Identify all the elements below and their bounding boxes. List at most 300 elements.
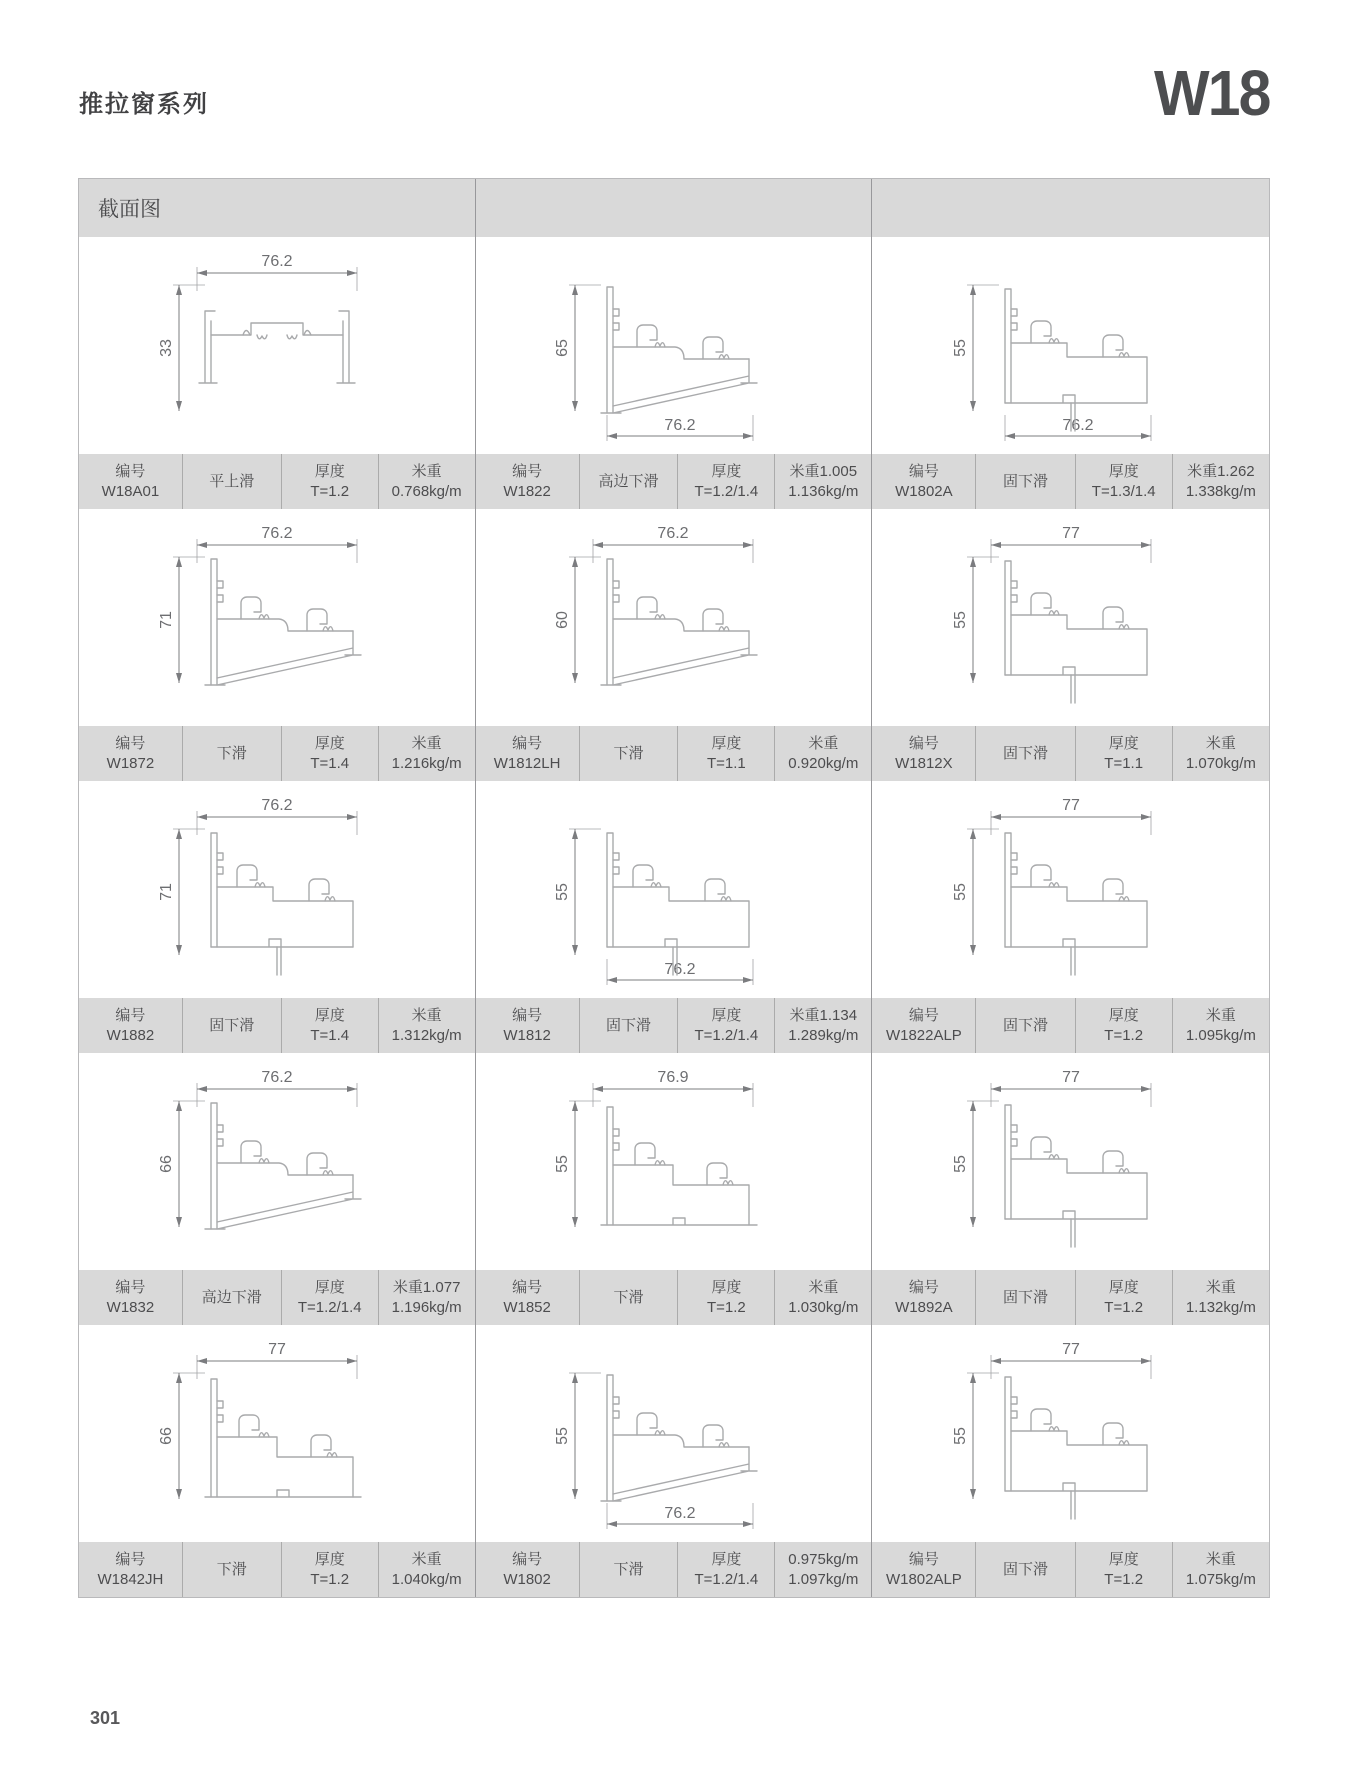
profile-info-row — [79, 1542, 475, 1597]
type-cell — [975, 1270, 1074, 1325]
thickness-label: 厚度 — [314, 462, 345, 480]
type-cell — [975, 454, 1074, 509]
weight-line1: 米重 — [808, 734, 839, 752]
profile-cell — [476, 509, 873, 781]
weight-cell — [378, 1270, 475, 1325]
page-header — [79, 57, 1270, 150]
profile-info-row — [872, 998, 1269, 1053]
dimension-top — [197, 797, 357, 835]
weight-line1: 米重 — [1205, 1550, 1236, 1568]
code-label: 编号 — [115, 1550, 146, 1568]
profile-code: W1872 — [106, 754, 155, 772]
profile-code: W1822ALP — [885, 1026, 962, 1044]
profile-outline-stepped-rail — [205, 1379, 361, 1497]
thickness-cell — [281, 1542, 378, 1597]
weight-line1: 米重 — [411, 1006, 442, 1024]
dim-left-label: 71 — [157, 882, 175, 901]
code-label: 编号 — [512, 734, 543, 752]
cross-section-sketch — [127, 1331, 427, 1537]
profile-info-row — [476, 454, 872, 509]
series-title: 推拉窗系列 — [79, 91, 209, 118]
thickness-label: 厚度 — [711, 1006, 742, 1024]
dimension-left — [952, 285, 999, 411]
code-label: 编号 — [115, 462, 146, 480]
dimension-left — [158, 1101, 205, 1227]
profile-type: 固下滑 — [1003, 472, 1049, 490]
weight-cell — [378, 998, 475, 1053]
code-label: 编号 — [908, 1278, 939, 1296]
profile-outline-fixed-rail — [607, 833, 749, 975]
code-cell — [476, 454, 579, 509]
dimension-left — [952, 1373, 999, 1499]
profile-cell — [476, 237, 873, 509]
profile-grid — [79, 237, 1269, 1597]
thickness-label: 厚度 — [1108, 734, 1139, 752]
profile-info-row — [476, 726, 872, 781]
thickness-label: 厚度 — [1108, 1550, 1139, 1568]
profile-drawing — [872, 237, 1269, 454]
dimension-left — [158, 829, 205, 955]
profile-info-row — [79, 726, 475, 781]
cross-section-sketch — [127, 1059, 427, 1265]
thickness-value: T=1.2 — [310, 1570, 350, 1588]
profile-type: 高边下滑 — [598, 472, 659, 490]
type-cell — [579, 998, 678, 1053]
profile-outline-slope-rail — [601, 1375, 757, 1501]
dim-left-label: 55 — [951, 1154, 969, 1173]
thickness-value: T=1.2/1.4 — [297, 1298, 362, 1316]
dim-left-label: 65 — [554, 338, 572, 357]
dimension-left — [952, 829, 999, 955]
profile-type: 下滑 — [613, 1288, 644, 1306]
dimension-top — [593, 525, 753, 563]
thickness-value: T=1.2/1.4 — [694, 1570, 759, 1588]
thickness-cell — [677, 1270, 774, 1325]
profile-cell — [872, 237, 1269, 509]
dimension-top — [197, 253, 357, 291]
thickness-label: 厚度 — [314, 1006, 345, 1024]
dim-left-label: 55 — [554, 882, 572, 901]
dimension-left — [952, 1101, 999, 1227]
profile-outline-fixed-rail — [211, 833, 353, 975]
code-cell — [872, 1270, 975, 1325]
dimension-left — [554, 557, 601, 683]
thickness-cell — [1075, 454, 1172, 509]
code-cell — [476, 726, 579, 781]
dimension-top — [197, 1069, 357, 1107]
type-cell — [182, 1542, 281, 1597]
code-label: 编号 — [908, 1550, 939, 1568]
profile-code: W1812X — [895, 754, 953, 772]
dimension-left — [554, 1373, 601, 1499]
dim-left-label: 33 — [157, 338, 175, 357]
profile-code: W18A01 — [101, 482, 160, 500]
profile-cell — [79, 1053, 476, 1325]
profile-code: W1812 — [503, 1026, 551, 1044]
section-header-cell-empty — [872, 179, 1269, 237]
profile-drawing — [79, 509, 475, 726]
profile-drawing — [872, 1053, 1269, 1270]
profile-drawing — [476, 1053, 872, 1270]
cross-section-sketch — [921, 515, 1221, 721]
thickness-label: 厚度 — [1108, 462, 1139, 480]
profile-outline-fixed-rail — [1005, 1377, 1147, 1519]
profile-code: W1882 — [106, 1026, 155, 1044]
weight-cell — [378, 454, 475, 509]
dim-top-label: 76.2 — [261, 524, 293, 542]
dimension-bottom — [607, 1503, 753, 1529]
thickness-cell — [677, 998, 774, 1053]
dimension-top — [593, 1069, 753, 1107]
profile-outline-top-rail — [199, 311, 355, 383]
weight-line2: 1.030kg/m — [788, 1298, 859, 1316]
profile-drawing — [476, 1325, 872, 1542]
dim-bottom-label: 76.2 — [1062, 416, 1094, 434]
profile-drawing — [79, 1053, 475, 1270]
code-label: 编号 — [908, 1006, 939, 1024]
profile-code: W1822 — [503, 482, 551, 500]
dim-left-label: 55 — [951, 610, 969, 629]
thickness-cell — [677, 726, 774, 781]
code-label: 编号 — [115, 734, 146, 752]
profile-code: W1892A — [895, 1298, 953, 1316]
type-cell — [975, 726, 1074, 781]
code-cell — [476, 1270, 579, 1325]
profile-info-row — [872, 1270, 1269, 1325]
page-number: 301 — [90, 1708, 121, 1728]
profile-type: 高边下滑 — [201, 1288, 262, 1306]
profile-cell — [872, 1325, 1269, 1597]
thickness-label: 厚度 — [314, 1278, 345, 1296]
profile-info-row — [476, 998, 872, 1053]
dimension-left — [952, 557, 999, 683]
code-cell — [872, 454, 975, 509]
weight-cell — [1172, 1270, 1269, 1325]
weight-line2: 1.289kg/m — [788, 1026, 859, 1044]
profile-type: 固下滑 — [1003, 1288, 1049, 1306]
dimension-top — [197, 1341, 357, 1379]
dim-top-label: 76.2 — [261, 1068, 293, 1086]
dim-top-label: 76.2 — [657, 524, 690, 542]
weight-line1: 米重 — [411, 1550, 442, 1568]
dim-top-label: 76.2 — [261, 252, 293, 270]
weight-line2: 1.070kg/m — [1185, 754, 1256, 772]
type-cell — [182, 726, 281, 781]
dim-left-label: 55 — [554, 1426, 572, 1445]
thickness-value: T=1.4 — [310, 1026, 350, 1044]
profile-cell — [79, 1325, 476, 1597]
code-cell — [872, 726, 975, 781]
weight-line2: 1.136kg/m — [788, 482, 859, 500]
profile-outline-fixed-rail — [1005, 833, 1147, 975]
dimension-left — [554, 829, 601, 955]
weight-line2: 0.768kg/m — [391, 482, 462, 500]
profile-type: 下滑 — [613, 744, 644, 762]
profile-type: 平上滑 — [209, 472, 255, 490]
profile-drawing — [79, 237, 475, 454]
type-cell — [182, 454, 281, 509]
weight-cell — [1172, 726, 1269, 781]
weight-line1: 米重 — [1205, 1278, 1236, 1296]
thickness-value: T=1.1 — [1104, 754, 1144, 772]
thickness-label: 厚度 — [711, 462, 742, 480]
cross-section-sketch — [127, 243, 427, 449]
dim-left-label: 60 — [554, 610, 572, 629]
weight-line2: 1.095kg/m — [1185, 1026, 1256, 1044]
profile-type: 固下滑 — [1003, 1016, 1049, 1034]
thickness-label: 厚度 — [711, 1278, 742, 1296]
profile-type: 固下滑 — [1003, 1560, 1049, 1578]
dim-left-label: 66 — [157, 1154, 175, 1173]
cross-section-sketch — [523, 1059, 823, 1265]
code-label: 编号 — [512, 1006, 543, 1024]
thickness-cell — [281, 726, 378, 781]
profile-cell — [79, 237, 476, 509]
weight-line2: 1.040kg/m — [391, 1570, 462, 1588]
weight-line1: 米重1.077 — [392, 1278, 461, 1296]
weight-line2: 1.338kg/m — [1185, 482, 1256, 500]
section-header-cell — [79, 179, 476, 237]
thickness-label: 厚度 — [1108, 1006, 1139, 1024]
weight-cell — [378, 1542, 475, 1597]
code-cell — [872, 998, 975, 1053]
type-cell — [579, 1542, 678, 1597]
thickness-cell — [1075, 998, 1172, 1053]
thickness-label: 厚度 — [711, 1550, 742, 1568]
cross-section-sketch — [523, 1331, 823, 1537]
code-label: 编号 — [115, 1006, 146, 1024]
weight-line2: 1.216kg/m — [391, 754, 462, 772]
profile-cell — [476, 1053, 873, 1325]
profile-cell — [872, 781, 1269, 1053]
code-cell — [79, 726, 182, 781]
thickness-label: 厚度 — [1108, 1278, 1139, 1296]
profile-info-row — [79, 454, 475, 509]
weight-line1: 米重 — [808, 1278, 839, 1296]
thickness-value: T=1.4 — [310, 754, 350, 772]
profile-cell — [79, 509, 476, 781]
thickness-value: T=1.2 — [1104, 1026, 1144, 1044]
thickness-label: 厚度 — [314, 734, 345, 752]
type-cell — [182, 998, 281, 1053]
dim-top-label: 77 — [1061, 524, 1080, 542]
profile-drawing — [79, 1325, 475, 1542]
dim-bottom-label: 76.2 — [664, 416, 697, 434]
code-cell — [79, 1270, 182, 1325]
cross-section-sketch — [921, 243, 1221, 449]
dimension-top — [991, 1341, 1151, 1379]
page-code: W18 — [1154, 57, 1270, 129]
thickness-value: T=1.2 — [310, 482, 350, 500]
profile-drawing — [476, 509, 872, 726]
thickness-value: T=1.2/1.4 — [694, 1026, 759, 1044]
dimension-left — [158, 1373, 205, 1499]
dim-top-label: 76.9 — [657, 1068, 690, 1086]
profile-info-row — [872, 726, 1269, 781]
code-cell — [476, 998, 579, 1053]
weight-line1: 米重 — [411, 734, 442, 752]
dimension-top — [991, 1069, 1151, 1107]
dim-top-label: 77 — [1061, 796, 1080, 814]
profile-drawing — [872, 781, 1269, 998]
profile-outline-slope-rail — [601, 559, 757, 685]
dim-bottom-label: 76.2 — [664, 1504, 697, 1522]
dim-left-label: 55 — [951, 882, 969, 901]
profile-code: W1802 — [503, 1570, 551, 1588]
code-label: 编号 — [512, 1278, 543, 1296]
thickness-cell — [1075, 726, 1172, 781]
dimension-left — [554, 1101, 601, 1227]
code-label: 编号 — [908, 734, 939, 752]
weight-line2: 1.196kg/m — [391, 1298, 462, 1316]
profile-code: W1842JH — [97, 1570, 164, 1588]
thickness-value: T=1.3/1.4 — [1091, 482, 1156, 500]
thickness-label: 厚度 — [314, 1550, 345, 1568]
profile-outline-fixed-rail — [1005, 289, 1147, 431]
profile-drawing — [476, 237, 872, 454]
cross-section-sketch — [523, 243, 823, 449]
cross-section-sketch — [523, 787, 823, 993]
dim-top-label: 77 — [267, 1340, 286, 1358]
weight-line2: 1.075kg/m — [1185, 1570, 1256, 1588]
code-cell — [79, 998, 182, 1053]
dimension-top — [991, 797, 1151, 835]
dim-bottom-label: 76.2 — [664, 960, 697, 978]
cross-section-sketch — [127, 787, 427, 993]
type-cell — [579, 454, 678, 509]
profile-code: W1832 — [106, 1298, 155, 1316]
dimension-bottom — [1005, 415, 1151, 441]
weight-line1: 米重1.262 — [1187, 462, 1255, 480]
profile-outline-fixed-rail — [1005, 1105, 1147, 1247]
cross-section-sketch — [127, 515, 427, 721]
table-header-band — [79, 179, 1269, 237]
profile-outline-slope-rail — [205, 559, 361, 685]
cross-section-sketch — [921, 1059, 1221, 1265]
profile-type: 固下滑 — [1003, 744, 1049, 762]
cross-section-sketch — [921, 1331, 1221, 1537]
thickness-cell — [1075, 1270, 1172, 1325]
weight-cell — [774, 998, 871, 1053]
section-header-label: 截面图 — [98, 198, 161, 221]
profile-cell — [79, 781, 476, 1053]
dimension-bottom — [607, 415, 753, 441]
code-label: 编号 — [512, 1550, 543, 1568]
profile-outline-fixed-rail — [1005, 561, 1147, 703]
thickness-value: T=1.1 — [707, 754, 746, 772]
profile-code: W1802ALP — [885, 1570, 962, 1588]
profile-info-row — [872, 454, 1269, 509]
dim-left-label: 66 — [157, 1426, 175, 1445]
code-cell — [872, 1542, 975, 1597]
code-cell — [79, 454, 182, 509]
thickness-label: 厚度 — [711, 734, 742, 752]
weight-cell — [1172, 454, 1269, 509]
thickness-value: T=1.2 — [1104, 1570, 1144, 1588]
code-cell — [79, 1542, 182, 1597]
thickness-value: T=1.2 — [1104, 1298, 1144, 1316]
profile-info-row — [79, 998, 475, 1053]
weight-line1: 米重 — [411, 462, 442, 480]
thickness-cell — [677, 1542, 774, 1597]
dim-left-label: 55 — [951, 1426, 969, 1445]
weight-line2: 1.312kg/m — [391, 1026, 462, 1044]
profile-code: W1852 — [503, 1298, 551, 1316]
weight-line2: 1.097kg/m — [788, 1570, 859, 1588]
weight-cell — [1172, 1542, 1269, 1597]
type-cell — [579, 1270, 678, 1325]
profile-cell — [872, 1053, 1269, 1325]
thickness-cell — [281, 454, 378, 509]
profile-cell — [476, 1325, 873, 1597]
dimension-left — [554, 285, 601, 411]
weight-cell — [1172, 998, 1269, 1053]
weight-cell — [774, 1542, 871, 1597]
weight-line2: 0.920kg/m — [788, 754, 859, 772]
dimension-top — [991, 525, 1151, 563]
dim-left-label: 55 — [951, 338, 969, 357]
profile-drawing — [79, 781, 475, 998]
profile-drawing — [872, 509, 1269, 726]
dimension-top — [197, 525, 357, 563]
dim-top-label: 77 — [1061, 1340, 1080, 1358]
profile-outline-slope-rail — [601, 287, 757, 413]
profile-table — [78, 178, 1270, 1598]
thickness-value: T=1.2 — [707, 1298, 746, 1316]
thickness-value: T=1.2/1.4 — [694, 482, 759, 500]
profile-outline-stepped-rail — [601, 1107, 757, 1225]
dim-top-label: 76.2 — [261, 796, 293, 814]
profile-cell — [476, 781, 873, 1053]
dim-top-label: 77 — [1061, 1068, 1080, 1086]
profile-drawing — [476, 781, 872, 998]
profile-info-row — [476, 1270, 872, 1325]
profile-type: 下滑 — [216, 744, 247, 762]
profile-code: W1812LH — [493, 754, 561, 772]
section-header-cell-empty — [476, 179, 873, 237]
dimension-bottom — [607, 959, 753, 985]
cross-section-sketch — [921, 787, 1221, 993]
profile-info-row — [79, 1270, 475, 1325]
dimension-left — [158, 285, 205, 411]
weight-cell — [774, 454, 871, 509]
weight-line1: 米重 — [1205, 734, 1236, 752]
thickness-cell — [1075, 1542, 1172, 1597]
profile-type: 固下滑 — [209, 1016, 255, 1034]
weight-cell — [774, 726, 871, 781]
profile-outline-slope-rail — [205, 1103, 361, 1229]
type-cell — [579, 726, 678, 781]
weight-cell — [378, 726, 475, 781]
thickness-cell — [281, 1270, 378, 1325]
profile-info-row — [872, 1542, 1269, 1597]
weight-line1: 0.975kg/m — [788, 1550, 859, 1568]
weight-cell — [774, 1270, 871, 1325]
code-label: 编号 — [908, 462, 939, 480]
code-label: 编号 — [512, 462, 543, 480]
type-cell — [975, 1542, 1074, 1597]
profile-code: W1802A — [895, 482, 953, 500]
type-cell — [975, 998, 1074, 1053]
profile-drawing — [872, 1325, 1269, 1542]
profile-type: 下滑 — [216, 1560, 247, 1578]
dimension-left — [158, 557, 205, 683]
weight-line1: 米重1.005 — [789, 462, 858, 480]
profile-cell — [872, 509, 1269, 781]
thickness-cell — [677, 454, 774, 509]
profile-type: 固下滑 — [605, 1016, 651, 1034]
profile-info-row — [476, 1542, 872, 1597]
